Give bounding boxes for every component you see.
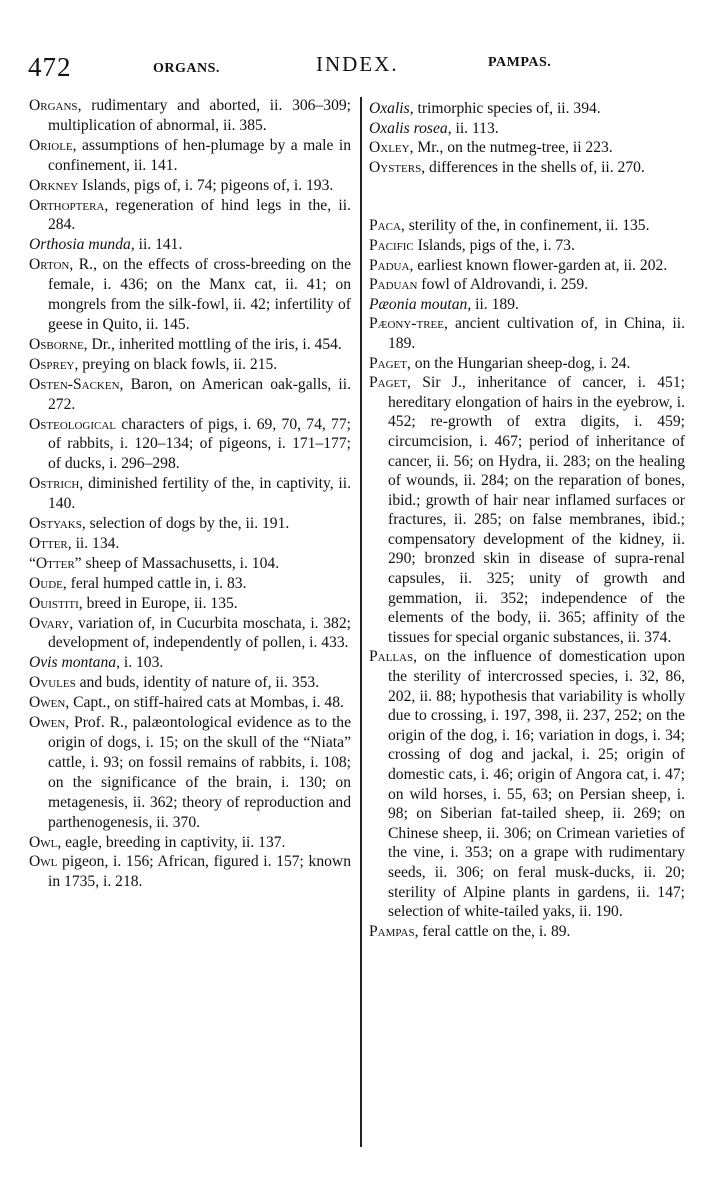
- entry-heading: Ostyaks: [29, 515, 82, 533]
- index-entry: [29, 574, 351, 594]
- entry-text: , differences in the shells of, ii. 270.: [421, 158, 645, 176]
- entry-heading: Owen: [29, 714, 66, 732]
- index-entry: [369, 373, 685, 647]
- entry-text: , diminished fertility of the, in captivity, ii. 140.: [48, 475, 351, 513]
- index-entry: [29, 136, 351, 176]
- index-entry: [29, 713, 351, 832]
- index-entry: [29, 235, 351, 255]
- index-entry: [369, 256, 685, 276]
- entry-text: , sterility of the, in confinement, ii. 135.: [400, 217, 650, 235]
- entry-text: , Capt., on stiff-haired cats at Mombas, i. 48.: [65, 694, 344, 712]
- entry-heading-italic: Pæonia moutan: [369, 295, 468, 313]
- entry-text: , earliest known flower-garden at, ii. 202.: [409, 256, 668, 274]
- entry-heading: Otter: [29, 534, 68, 552]
- entry-heading-italic: Oxalis rosea: [369, 119, 448, 137]
- entry-text: , Baron, on American oak-galls, ii. 272.: [48, 375, 351, 413]
- entry-heading: Osborne: [29, 335, 84, 353]
- entry-heading: Osteological: [29, 415, 117, 433]
- entry-heading: Owl: [29, 853, 58, 871]
- entry-text: , ii. 113.: [447, 119, 499, 137]
- entry-text: and buds, identity of nature of, ii. 353.: [75, 674, 320, 692]
- entry-heading: Oude: [29, 574, 63, 592]
- index-entry: [29, 196, 351, 236]
- entry-heading: Paca: [369, 217, 401, 235]
- entry-heading: Ovules: [29, 674, 76, 692]
- entry-text: , on the Hungarian sheep-dog, i. 24.: [407, 354, 631, 372]
- entry-heading: Ostrich: [29, 475, 80, 493]
- index-entry: [29, 514, 351, 534]
- entry-heading: Osten-Sacken: [29, 375, 120, 393]
- entry-text: , Mr., on the nutmeg-tree, ii 223.: [409, 139, 613, 157]
- entry-text: , on the influence of domestication upon the sterility of intercrossed species, i. 32, 86, 202, ii. 88; hypothesis that variability is wholly due to crossing, i. 197, 398, ii. 237, 252; on the origin of the dog, i. 16; variation in dogs, i. 34; crossing of dog and jackal, i. 25; origin of domestic cats, i. 46; origin of Angora cat, i. 47; on wild horses, i. 55, 63; on Persian sheep, i. 98; on Siberian fat-tailed sheep, ii. 269; on Chinese sheep, ii. 306; on Crimean varieties of the vine, i. 353; on a grape with rudimentary seeds, ii. 306; on feral musk-ducks, ii. 20; sterility of Alpine plants in gardens, ii. 147; selection of white-tailed yaks, ii. 190.: [388, 648, 685, 921]
- index-entry: [369, 158, 685, 178]
- entry-text: , Dr., inherited mottling of the iris, i. 454.: [83, 335, 342, 353]
- entry-heading: Oysters: [369, 158, 422, 176]
- index-entry: [29, 594, 351, 614]
- index-entry: [29, 653, 351, 673]
- index-entry: [29, 852, 351, 892]
- index-entry: [369, 236, 685, 256]
- index-entry: [29, 415, 351, 475]
- index-entry: [29, 693, 351, 713]
- entry-heading: Padua: [369, 256, 410, 274]
- entry-heading: Paget: [369, 374, 407, 392]
- entry-heading: Osprey: [29, 355, 75, 373]
- index-title: INDEX.: [316, 52, 399, 76]
- entry-text: fowl of Aldrovandi, i. 259.: [417, 276, 589, 294]
- entry-text: , i. 103.: [116, 654, 164, 672]
- entry-heading: Paduan: [369, 276, 418, 294]
- entry-heading: Owl: [29, 833, 58, 851]
- index-entry: [369, 354, 685, 374]
- index-entry: [369, 295, 685, 315]
- entry-text: , ii. 141.: [130, 236, 183, 254]
- entry-heading: Pæony-tree: [369, 315, 444, 333]
- entry-heading: Pallas: [369, 648, 414, 666]
- left-index-column: [29, 96, 351, 892]
- entry-heading-italic: Ovis montana: [29, 654, 117, 672]
- entry-heading-italic: Orthosia munda: [29, 236, 131, 254]
- entry-heading: Paget: [369, 354, 407, 372]
- entry-text: Islands, pigs of the, i. 73.: [413, 236, 575, 254]
- index-entry: [29, 375, 351, 415]
- entry-heading: Oriole: [29, 136, 73, 154]
- entry-heading: Orthoptera: [29, 196, 105, 214]
- entry-text: , variation of, in Cucurbita moschata, i. 382; development of, independently of pollen, i. 433.: [48, 614, 351, 652]
- entry-heading: Pampas: [369, 922, 415, 940]
- entry-text: pigeon, i. 156; African, figured i. 157; known in 1735, i. 218.: [48, 853, 351, 891]
- entry-heading: Pacific: [369, 236, 414, 254]
- index-entry: [29, 355, 351, 375]
- entry-text: , breed in Europe, ii. 135.: [78, 594, 238, 612]
- entry-text: , preying on black fowls, ii. 215.: [74, 355, 278, 373]
- entry-heading: Organs: [29, 97, 78, 114]
- entry-heading: Owen: [29, 694, 66, 712]
- entry-text: , ancient cultivation of, in China, ii. 189.: [388, 315, 685, 352]
- entry-text: , assumptions of hen-plumage by a male in confinement, ii. 141.: [48, 136, 351, 174]
- left-running-head: ORGANS.: [153, 61, 220, 76]
- index-entry: [369, 922, 685, 942]
- entry-text: , regeneration of hind legs in the, ii. 284.: [48, 196, 351, 234]
- index-entry: [29, 96, 351, 136]
- entry-text: , eagle, breeding in captivity, ii. 137.: [57, 833, 286, 851]
- entry-text: characters of pigs, i. 69, 70, 74, 77; of rabbits, i. 120–134; of pigeons, i. 171–177; of ducks, i. 296–298.: [48, 415, 351, 473]
- entry-text: , feral humped cattle in, i. 83.: [62, 574, 247, 592]
- entry-heading: Ouistiti: [29, 594, 79, 612]
- entry-text: , feral cattle on the, i. 89.: [414, 922, 571, 940]
- entry-text: , selection of dogs by the, ii. 191.: [81, 515, 290, 533]
- entry-text: , Sir J., inheritance of cancer, i. 451; hereditary elongation of hairs in the eyebrow, i. 452; re-growth of extra digits, i. 459; circumcision, i. 467; period of inheritance of cancer, ii. 56; on Hydra, ii. 283; on the healing of wounds, ii. 284; on the reparation of bones, ibid.; growth of hair near inflamed surfaces or fractures, ii. 285; on false membranes, ibid.; compensatory development of the kidney, ii. 290; bronzed skin in disease of supra-renal capsules, ii. 325; unity of growth and gemmation, ii. 352; independence of the elements of the body, ii. 365; affinity of the tissues for special organic substances, ii. 374.: [388, 374, 685, 646]
- entry-text: , ii. 189.: [467, 295, 519, 313]
- right-index-column: [369, 99, 685, 941]
- index-entry: [369, 275, 685, 295]
- index-entry: [29, 673, 351, 693]
- index-entry: [29, 474, 351, 514]
- column-divider: [360, 97, 362, 1147]
- index-entry: [29, 833, 351, 853]
- entry-text: , rudimentary and aborted, ii. 306–309; multiplication of abnormal, ii. 385.: [48, 97, 351, 134]
- entry-heading: Orton: [29, 256, 70, 274]
- entry-heading-italic: Oxalis: [369, 100, 410, 117]
- entry-text: , Prof. R., palæontological evidence as to the origin of dogs, i. 15; on the skull of the “Niata” cattle, i. 93; on fossil remains of rabbits, i. 108; on the significance of the brain, i. 130; on metagenesis, ii. 362; theory of reproduction and parthenogenesis, ii. 370.: [48, 714, 351, 831]
- index-entry: [29, 176, 351, 196]
- page-header: [0, 0, 705, 90]
- entry-text: , R., on the effects of cross-breeding on the female, i. 436; on the Manx cat, ii. 41; on mongrels from the silk-fowl, ii. 42; infertility of geese in Quito, ii. 145.: [48, 256, 351, 333]
- index-entry: [29, 614, 351, 654]
- index-entry: [29, 554, 351, 574]
- index-entry: [29, 255, 351, 335]
- right-running-head: PAMPAS.: [488, 55, 552, 70]
- index-entry: [369, 216, 685, 236]
- index-entry: [369, 647, 685, 921]
- index-entry: [29, 335, 351, 355]
- entry-text: , trimorphic species of, ii. 394.: [409, 100, 601, 117]
- page-number: 472: [28, 52, 72, 82]
- index-entry: [369, 99, 685, 119]
- index-entry: [369, 314, 685, 353]
- index-entry: [369, 138, 685, 158]
- index-entry: [29, 534, 351, 554]
- entry-heading: “Otter”: [29, 554, 82, 572]
- entry-text: sheep of Massachusetts, i. 104.: [81, 554, 280, 572]
- entry-text: , ii. 134.: [67, 534, 120, 552]
- entry-heading: Ovary: [29, 614, 70, 632]
- index-entry: [369, 119, 685, 139]
- entry-heading: Oxley: [369, 139, 410, 157]
- letter-section-gap: [369, 177, 685, 216]
- entry-heading: Orkney: [29, 176, 79, 194]
- entry-text: Islands, pigs of, i. 74; pigeons of, i. 193.: [78, 176, 334, 194]
